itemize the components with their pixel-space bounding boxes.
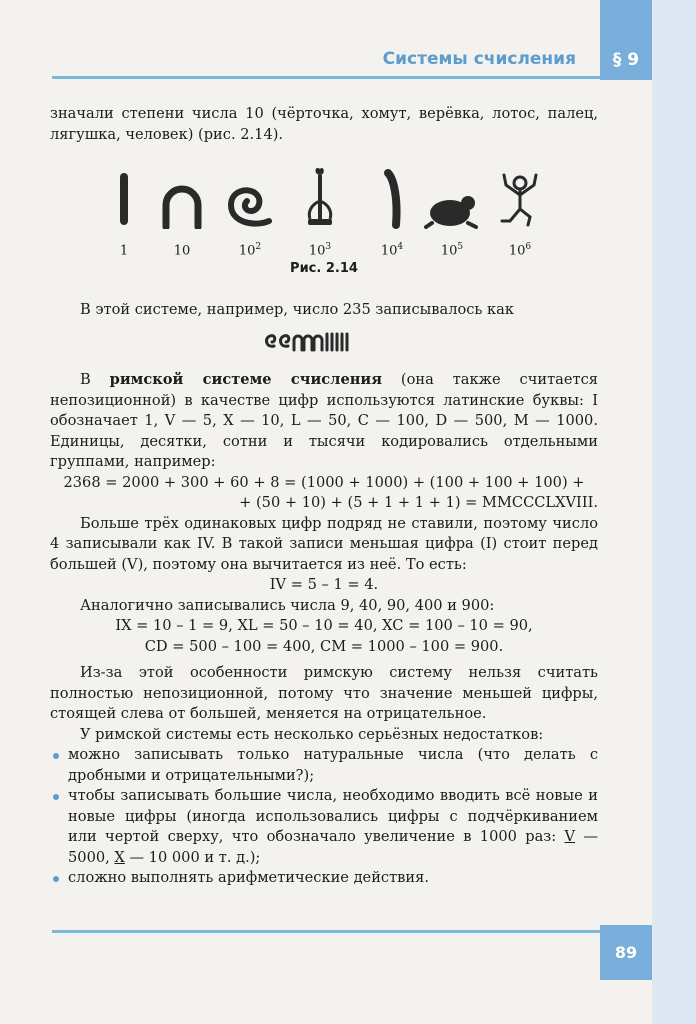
drawbacks-list (50, 745, 598, 889)
list-item: сложно выполнять арифметические действия. (50, 868, 598, 889)
yoke-hieroglyph-icon (152, 159, 212, 229)
number-235-hieroglyphs (50, 320, 598, 370)
glyph-label-1000: $10^3$ (308, 242, 332, 259)
man-hieroglyph-icon (490, 159, 550, 229)
roman-intro-paragraph: В римской системе счисления (она также считается непозиционной) в качестве цифр используются латинские буквы: I обозначает 1, V — 5, X — 10, L — 50, C — 100, D — 500, M — 1000. Единицы, десятки, сотни и тысячи кодировались отдельными группами, например: (50, 371, 598, 470)
list-item: чтобы записывать большие числа, необходимо вводить всё новые и новые цифры (иногда использовались цифры с подчёркиванием или чертой сверху, что обозначало увеличение в 1000 раз: V — 5000, X — 10 000 и т. д.); (50, 786, 598, 868)
finger-hieroglyph-icon (362, 159, 422, 229)
side-strip (652, 0, 696, 1024)
formula-2368-line2: + (50 + 10) + (5 + 1 + 1 + 1) = MMCCCLXVIII. (239, 494, 598, 511)
intro-paragraph: значали степени числа 10 (чёрточка, хомут, верёвка, лотос, палец, лягушка, человек) (рис. 2.14). (50, 105, 598, 143)
formula-2368-line1: 2368 = 2000 + 300 + 60 + 8 = (1000 + 1000) + (100 + 100 + 100) + (63, 473, 585, 491)
formula-subtractive-line2: CD = 500 – 100 = 400, CM = 1000 – 100 = 900. (144, 637, 504, 655)
hieroglyphs-235-icon (262, 328, 358, 354)
figure-caption: Рис. 2.14 (290, 261, 358, 276)
list-item: можно записывать только натуральные числа (что делать с дробными и отрицательными?); (50, 745, 598, 786)
glyph-label-100: $10^2$ (238, 242, 262, 259)
glyph-label-10: 10 (173, 243, 191, 259)
roman-system-term: римской системе счисления (109, 371, 383, 388)
frog-hieroglyph-icon (422, 159, 482, 229)
drawbacks-intro: У римской системы есть несколько серьёзных недостатков: (80, 725, 544, 743)
page-content (50, 104, 598, 889)
glyph-label-100000: $10^5$ (440, 242, 464, 259)
header-rule (52, 76, 600, 79)
rope-coil-hieroglyph-icon (220, 159, 280, 229)
hieroglyph-figure (50, 159, 598, 259)
formula-iv: IV = 5 – 1 = 4. (269, 576, 379, 593)
glyph-label-10000: $10^4$ (380, 242, 404, 259)
similar-paragraph: Аналогично записывались числа 9, 40, 90, 400 и 900: (80, 596, 495, 614)
chapter-title: Системы счисления (382, 49, 576, 69)
stroke-hieroglyph-icon (94, 159, 154, 229)
footer-rule (52, 930, 600, 933)
example-paragraph: В этой системе, например, число 235 записывалось как (80, 300, 514, 318)
formula-subtractive-line1: IX = 10 – 1 = 9, XL = 50 – 10 = 40, XC = 100 – 10 = 90, (115, 617, 533, 634)
lotus-hieroglyph-icon (290, 159, 350, 229)
glyph-label-1: 1 (119, 243, 129, 259)
nonpositional-paragraph: Из-за этой особенности римскую систему нельзя считать полностью непозиционной, потому что значение меньшей цифры, стоящей слева от большей, меняется на отрицательное. (50, 664, 598, 722)
section-tab: § 9 (600, 0, 652, 80)
page-number: 89 (600, 925, 652, 980)
rule-paragraph: Больше трёх одинаковых цифр подряд не ставили, поэтому число 4 записывали как IV. В такой записи меньшая цифра (I) стоит перед большей (V), поэтому она вычитается из неё. То есть: (50, 514, 598, 573)
glyph-label-1000000: $10^6$ (508, 242, 532, 259)
